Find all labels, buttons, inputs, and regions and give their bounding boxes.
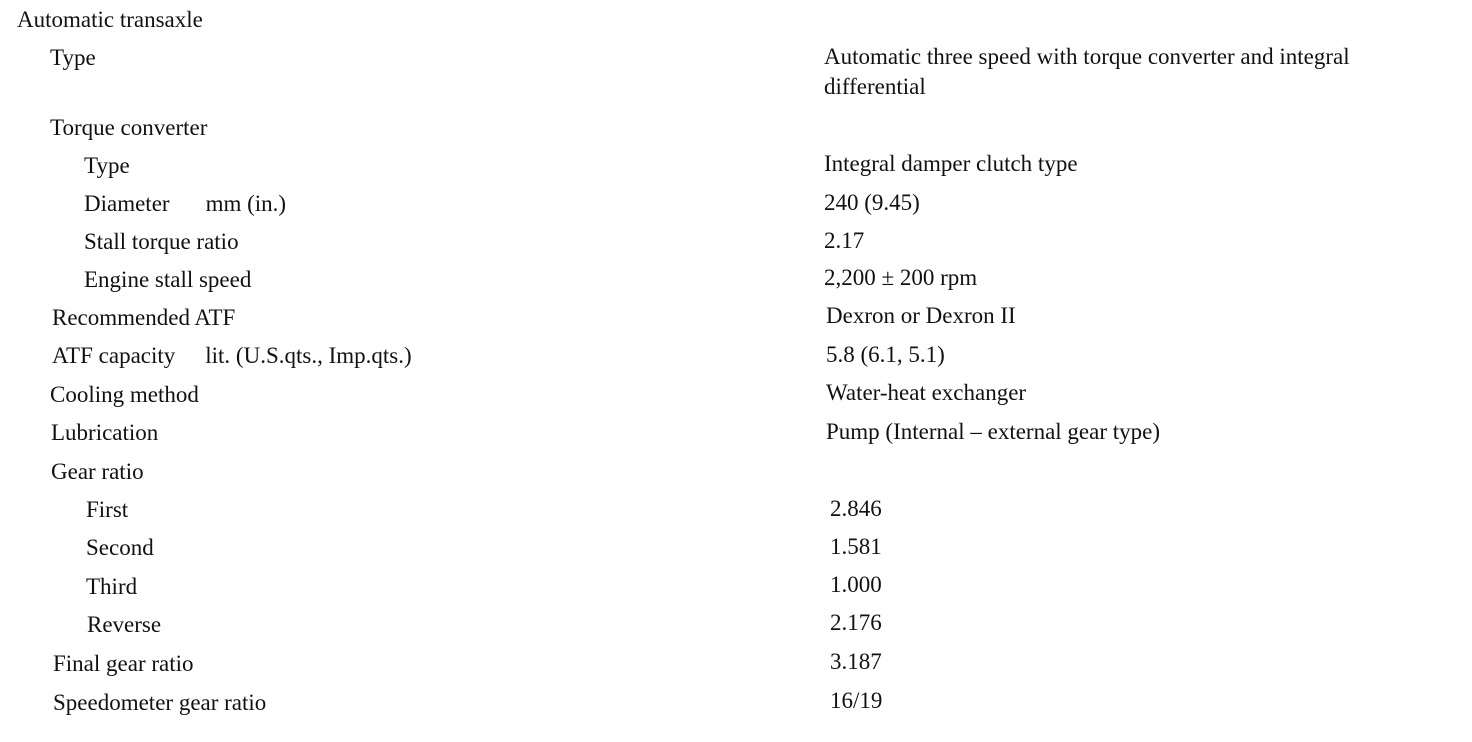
atf-capacity-label-text: ATF capacity — [52, 343, 176, 368]
cooling-method-label: Cooling method — [50, 382, 199, 407]
section-title: Automatic transaxle — [17, 7, 203, 32]
reverse-value: 2.176 — [830, 610, 882, 635]
reverse-label: Reverse — [87, 612, 162, 637]
diameter-label-text: Diameter — [84, 191, 170, 216]
diameter-label — [84, 189, 286, 219]
torque-converter-label: Torque converter — [50, 115, 208, 140]
second-label: Second — [86, 535, 154, 560]
third-label: Third — [86, 574, 138, 599]
stall-torque-ratio-label: Stall torque ratio — [84, 229, 239, 254]
engine-stall-speed-value: 2,200 ± 200 rpm — [824, 265, 978, 290]
diameter-value: 240 (9.45) — [824, 190, 920, 215]
engine-stall-speed-label: Engine stall speed — [84, 267, 252, 292]
cooling-method-value: Water-heat exchanger — [826, 380, 1027, 405]
lubrication-value: Pump (Internal – external gear type) — [826, 419, 1161, 444]
atf-capacity-unit: lit. (U.S.qts., Imp.qts.) — [205, 343, 412, 368]
speedometer-gear-ratio-label: Speedometer gear ratio — [53, 690, 267, 715]
third-value: 1.000 — [830, 572, 882, 597]
speedometer-gear-ratio-value: 16/19 — [830, 688, 883, 713]
tc-type-value: Integral damper clutch type — [824, 151, 1078, 176]
recommended-atf-value: Dexron or Dexron II — [826, 303, 1016, 328]
type-value: Automatic three speed with torque converter and integral differential — [824, 44, 1350, 99]
final-gear-ratio-label: Final gear ratio — [53, 651, 194, 676]
recommended-atf-label: Recommended ATF — [52, 305, 236, 330]
first-value: 2.846 — [830, 496, 882, 521]
second-value: 1.581 — [830, 534, 882, 559]
type-label: Type — [50, 45, 96, 70]
gear-ratio-label: Gear ratio — [51, 459, 144, 484]
stall-torque-ratio-value: 2.17 — [824, 228, 865, 253]
atf-capacity-value: 5.8 (6.1, 5.1) — [826, 342, 945, 367]
first-label: First — [86, 497, 129, 522]
final-gear-ratio-value: 3.187 — [830, 649, 882, 674]
atf-capacity-label — [52, 341, 412, 371]
tc-type-label: Type — [84, 153, 130, 178]
lubrication-label: Lubrication — [51, 420, 159, 445]
diameter-unit: mm (in.) — [205, 191, 287, 216]
